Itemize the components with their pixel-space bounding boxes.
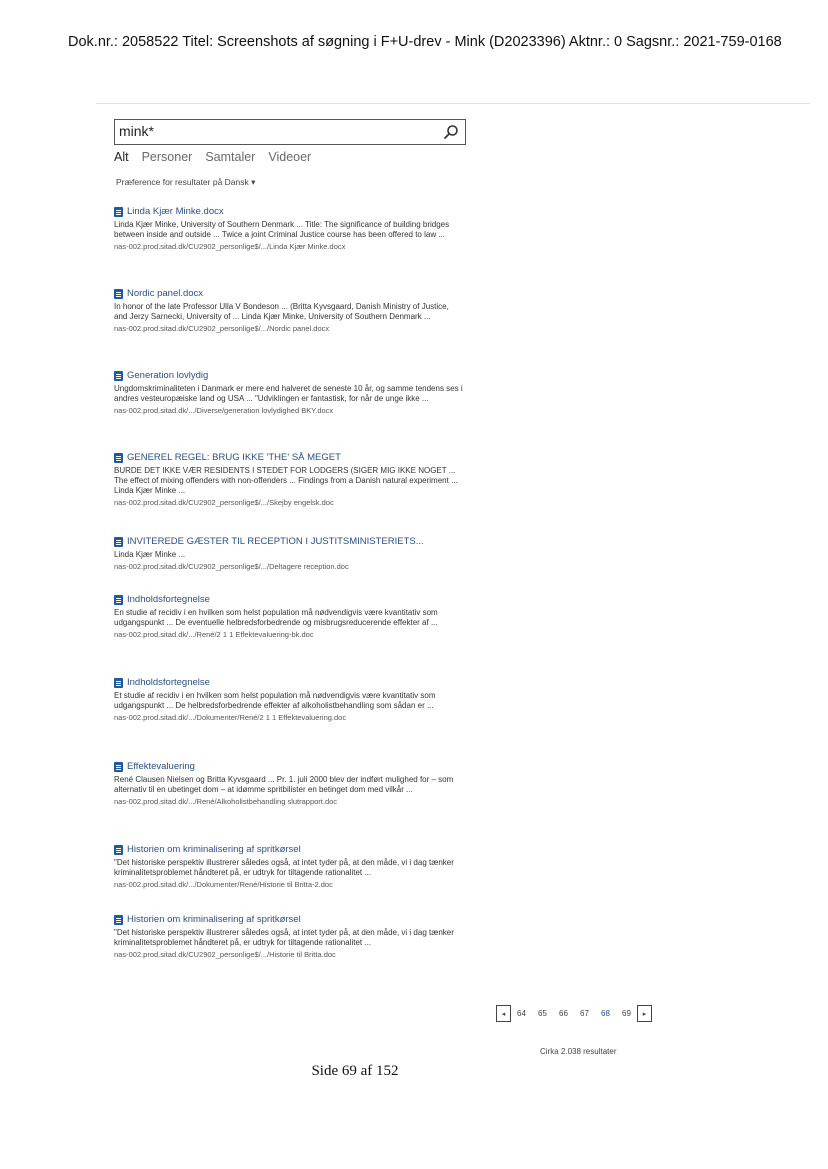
page-number-footer: Side 69 af 152 [311,1063,399,1079]
result-snippet: "Det historiske perspektiv illustrerer således også, at intet tyder på, at den måde, vi i dag tænker kriminalitetsproblemet håndteret på, er udtryk for tiltagende rationalitet ... [114,928,454,947]
result-snippet: En studie af recidiv i en hvilken som helst population må nødvendigvis være kvantitativ som udgangspunkt ... De eventuelle helbredsforbedrende og misbrugsreducerende effekter af ... [114,608,438,627]
next-page-button[interactable]: ▸ [637,1005,652,1022]
tab-videos[interactable]: Videoer [268,150,312,164]
result-title[interactable]: Generation lovlydig [127,370,209,381]
result-item [114,913,464,960]
current-page[interactable]: 68 [601,1009,610,1018]
result-title[interactable]: INVITEREDE GÆSTER TIL RECEPTION I JUSTITSMINISTERIETS... [127,536,424,547]
result-url: nas-002.prod.sitad.dk/CU2902_personlige$/.../Deltagere reception.doc [114,562,349,571]
result-url: nas-002.prod.sitad.dk/.../René/Alkoholistbehandling slutrapport.doc [114,797,338,806]
result-snippet: Linda Kjær Minke ... [114,550,186,559]
result-title[interactable]: GENEREL REGEL: BRUG IKKE 'THE' SÅ MEGET [127,452,341,463]
result-url: nas-002.prod.sitad.dk/CU2902_personlige$/.../Linda Kjær Minke.docx [114,242,346,251]
result-url: nas-002.prod.sitad.dk/CU2902_personlige$/.../Nordic panel.docx [114,324,330,333]
word-document-icon [114,289,123,299]
page-link[interactable]: 67 [580,1009,589,1018]
result-title[interactable]: Indholdsfortegnelse [127,677,210,688]
result-item [114,287,464,334]
word-document-icon [114,762,123,772]
result-snippet: In honor of the late Professor Ulla V Bondeson ... (Britta Kyvsgaard, Danish Ministry of Justice, and Jerzy Sarnecki, University of ... Linda Kjær Minke, University of Southern Denmark ... [114,302,449,321]
result-title[interactable]: Effektevaluering [127,761,195,772]
result-item [114,760,464,807]
result-url: nas-002.prod.sitad.dk/CU2902_personlige$/.../Skejby engelsk.doc [114,498,334,507]
result-item [114,593,464,640]
result-snippet: René Clausen Nielsen og Britta Kyvsgaard ... Pr. 1. juli 2000 blev der indført mulighed for – som alternativ til en ubetinget dom – at idømme spritbilister en betinget dom med vilkår ... [114,775,454,794]
result-item [114,843,464,890]
tab-people[interactable]: Personer [141,150,193,164]
result-title[interactable]: Indholdsfortegnelse [127,594,210,605]
word-document-icon [114,595,123,605]
result-snippet: Ungdomskriminaliteten i Danmark er mere end halveret de seneste 10 år, og samme tendens ses i andres vesteuropæiske land og USA ... "Udviklingen er fantastisk, for når de unge ikke ... [114,384,463,403]
word-document-icon [114,537,123,547]
result-url: nas-002.prod.sitad.dk/.../Dokumenter/René/Historie til Britta-2.doc [114,880,333,889]
result-item [114,535,464,572]
search-box[interactable] [114,119,466,145]
result-url: nas-002.prod.sitad.dk/.../Diverse/generation lovlydighed BKY.docx [114,406,334,415]
word-document-icon [114,845,123,855]
previous-page-button[interactable]: ◂ [496,1005,511,1022]
result-count: Cirka 2.038 resultater [540,1047,617,1056]
page-link[interactable]: 69 [622,1009,631,1018]
result-snippet: BURDE DET IKKE VÆR RESIDENTS I STEDET FOR LODGERS (SIGER MIG IKKE NOGET ... The effect of mixing offenders with non-offenders ... Findings from a Danish natural experiment ... Linda Kjær Minke ... [114,466,458,495]
screenshot-divider [96,103,810,104]
result-url: nas-002.prod.sitad.dk/.../Dokumenter/René/2 1 1 Effektevaluering.doc [114,713,347,722]
search-tabs [114,150,311,164]
page-link[interactable]: 64 [517,1009,526,1018]
result-snippet: Et studie af recidiv i en hvilken som helst population må nødvendigvis være kvantitativ som udgangspunkt ... De helbredsforbedrende effekter af alkoholistbehandling som sådan er ... [114,691,436,710]
result-title[interactable]: Historien om kriminalisering af spritkørsel [127,914,301,925]
word-document-icon [114,678,123,688]
result-snippet: "Det historiske perspektiv illustrerer således også, at intet tyder på, at den måde, vi i dag tænker kriminalitetsproblemet håndteret på, er udtryk for tiltagende rationalitet ... [114,858,454,877]
result-url: nas-002.prod.sitad.dk/.../René/2 1 1 Effektevaluering-bk.doc [114,630,314,639]
result-title[interactable]: Linda Kjær Minke.docx [127,206,224,217]
result-snippet: Linda Kjær Minke, University of Southern Denmark ... Title: The significance of building bridges between inside and outside ... Twice a joint Criminal Justice course has been offered to law ... [114,220,450,239]
word-document-icon [114,915,123,925]
result-item [114,205,464,252]
page-link[interactable]: 66 [559,1009,568,1018]
language-preference[interactable]: Præference for resultater på Dansk ▾ [116,177,256,187]
pagination [496,1005,652,1022]
word-document-icon [114,371,123,381]
result-title[interactable]: Nordic panel.docx [127,288,204,299]
result-item [114,676,464,723]
document-header: Dok.nr.: 2058522 Titel: Screenshots af søgning i F+U-drev - Mink (D2023396) Aktnr.: 0 Sagsnr.: 2021-759-0168 [68,34,782,50]
result-item [114,451,464,508]
search-icon[interactable] [443,124,459,140]
search-input[interactable]: mink* [119,123,155,139]
tab-conversations[interactable]: Samtaler [205,150,256,164]
page-link[interactable]: 65 [538,1009,547,1018]
result-title[interactable]: Historien om kriminalisering af spritkørsel [127,844,301,855]
tab-all[interactable]: Alt [114,150,129,164]
word-document-icon [114,207,123,217]
result-url: nas-002.prod.sitad.dk/CU2902_personlige$/.../Historie til Britta.doc [114,950,336,959]
result-item [114,369,464,416]
word-document-icon [114,453,123,463]
